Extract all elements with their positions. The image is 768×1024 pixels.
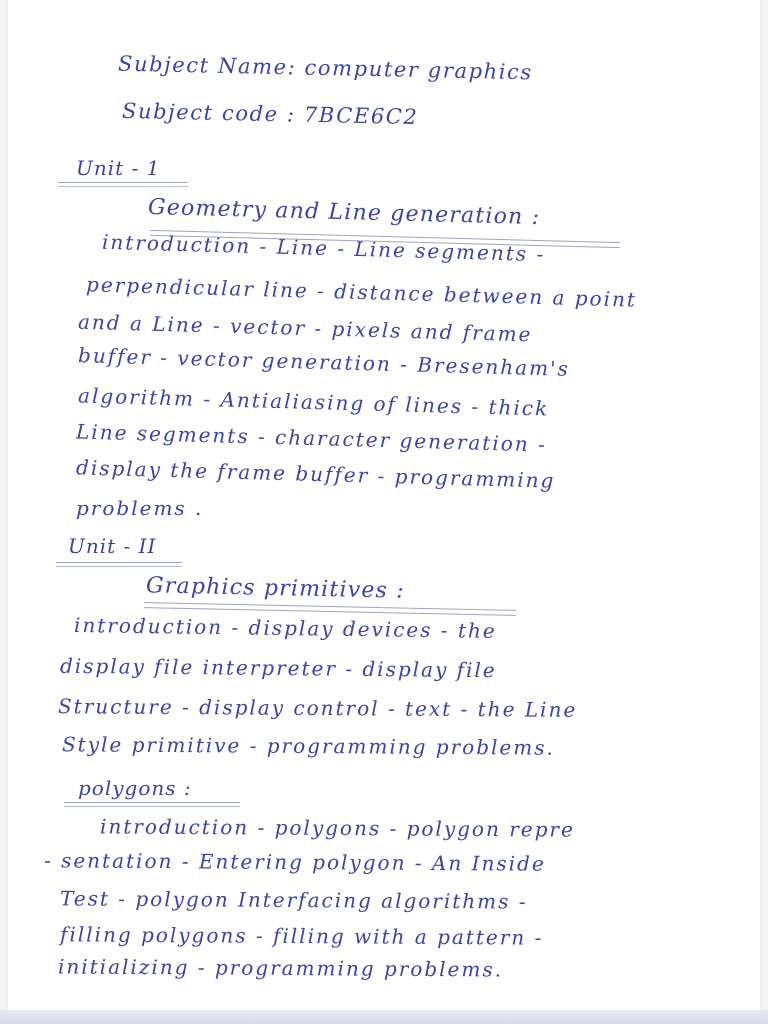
- page-bottom-edge: [0, 1010, 768, 1024]
- unit-2-label: Unit - II: [68, 534, 157, 558]
- unit-1-label: Unit - 1: [76, 156, 161, 180]
- unit-1-line-7: display the frame buffer - programming: [75, 455, 556, 493]
- polygons-line-1: introduction - polygons - polygon repre: [99, 814, 575, 842]
- unit-1-line-6: Line segments - character generation -: [75, 419, 548, 457]
- unit-1-underline: [58, 182, 188, 187]
- polygons-heading: polygons :: [78, 776, 192, 800]
- polygons-line-3: Test - polygon Interfacing algorithms -: [59, 886, 528, 914]
- unit-2-line-3: Structure - display control - text - the Line: [57, 694, 578, 722]
- unit-2-line-4: Style primitive - programming problems.: [61, 732, 555, 760]
- unit-2-line-1: introduction - display devices - the: [73, 613, 497, 643]
- unit-1-line-8: problems .: [76, 496, 204, 520]
- subject-code: Subject code : 7BCE6C2: [121, 98, 419, 130]
- subject-name: Subject Name: computer graphics: [117, 51, 534, 85]
- unit-1-line-1: introduction - Line - Line segments -: [101, 229, 546, 267]
- unit-1-heading: Geometry and Line generation :: [147, 194, 541, 231]
- polygons-line-2: - sentation - Entering polygon - An Inside: [43, 848, 546, 876]
- unit-2-line-2: display file interpreter - display file: [59, 653, 497, 683]
- unit-1-line-5: algorithm - Antialiasing of lines - thick: [77, 383, 550, 421]
- polygons-line-4: filling polygons - filling with a pattern -: [59, 922, 544, 950]
- unit-2-heading: Graphics primitives :: [145, 573, 406, 604]
- unit-1-line-4: buffer - vector generation - Bresenham's: [77, 343, 571, 381]
- unit-1-line-2: perpendicular line - distance between a point: [85, 272, 638, 312]
- unit-1-line-3: and a Line - vector - pixels and frame: [77, 309, 533, 347]
- polygons-underline: [64, 802, 240, 807]
- unit-2-underline: [56, 562, 182, 567]
- polygons-line-5: initializing - programming problems.: [57, 954, 504, 982]
